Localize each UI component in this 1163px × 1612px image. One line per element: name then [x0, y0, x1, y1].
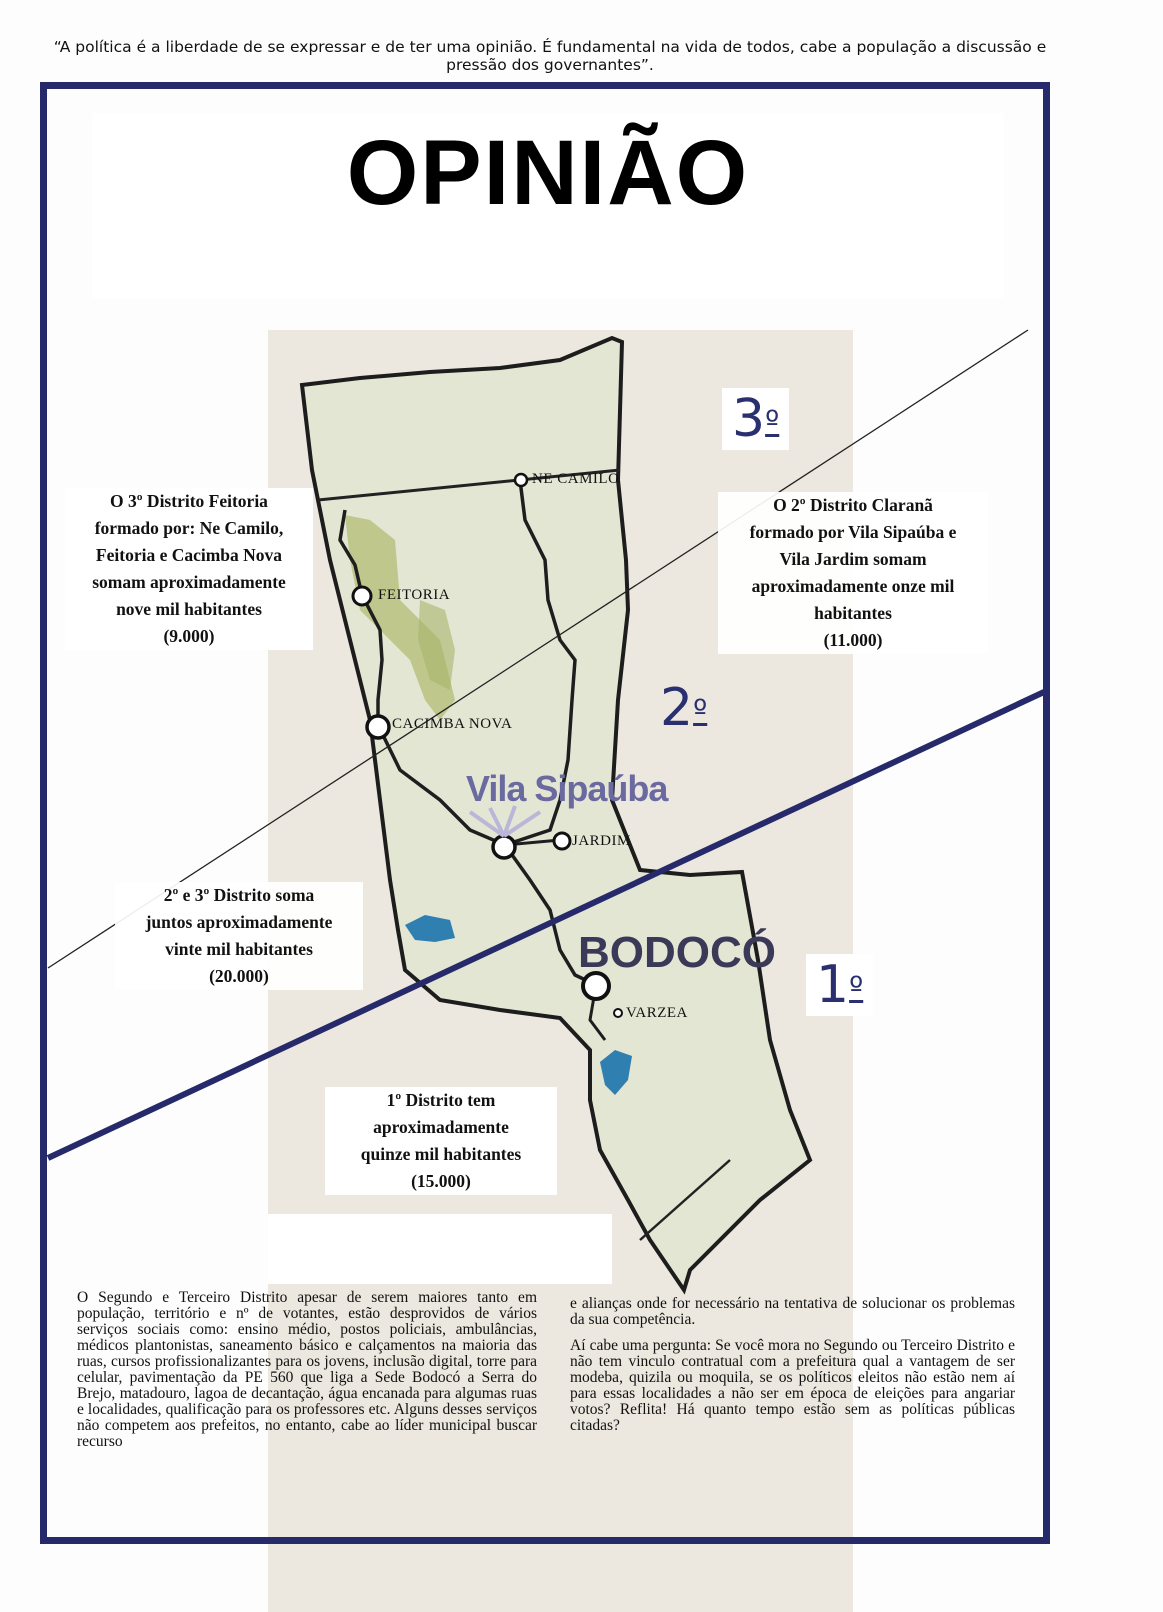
ordinal-second: $2^º$: [660, 678, 708, 738]
label-ne-camilo: NE CAMILO: [532, 471, 620, 487]
district-second-info: O 2º Distrito Claranã formado por Vila Sipaúba e Vila Jardim somam aproximadamente onze mil habitantes (11.000): [718, 492, 988, 654]
body-paragraph: Aí cabe uma pergunta: Se você mora no Segundo ou Terceiro Distrito e não tem vinculo contratual com a prefeitura qual a vantagem de ser modeba, quizila ou moquila, se os políticos eleitos não estão nem aí para essas localidades a não ser em época de eleições para angariar votos? Reflita! Há quanto tempo estão sem as políticas públicas citadas?: [570, 1337, 1015, 1434]
body-text-right: [570, 1296, 1015, 1444]
district-third-info: O 3º Distrito Feitoria formado por: Ne Camilo, Feitoria e Cacimba Nova somam aproximadamente nove mil habitantes (9.000): [65, 488, 313, 650]
ordinal-first: $1^º$: [806, 954, 873, 1016]
label-vila-sipauba: Vila Sipaúba: [466, 768, 668, 809]
blank-patch: [268, 1214, 612, 1284]
header-quote: “A política é a liberdade de se expressar e de ter uma opinião. É fundamental na vida de todos, cabe a população a discussão e pressão dos governantes”.: [53, 38, 1047, 74]
label-feitoria: FEITORIA: [378, 587, 451, 603]
label-cacimba-nova: CACIMBA NOVA: [392, 716, 513, 732]
title-box: [92, 113, 1004, 298]
page-title: OPINIÃO: [346, 122, 750, 224]
body-paragraph: e alianças onde for necessário na tentativa de solucionar os problemas da sua competência.: [570, 1295, 1015, 1328]
label-jardim: JARDIM: [572, 833, 631, 849]
label-bodoco: BODOCÓ: [578, 928, 776, 977]
districts-combined-info: 2º e 3º Distrito soma juntos aproximadamente vinte mil habitantes (20.000): [115, 882, 363, 990]
ordinal-third: $3^º$: [722, 388, 789, 450]
district-first-info: 1º Distrito tem aproximadamente quinze mil habitantes (15.000): [325, 1087, 557, 1195]
body-text-left: O Segundo e Terceiro Distrito apesar de serem maiores tanto em população, território e nº de votantes, estão desprovidos de vários serviços sociais como: ensino médio, postos policiais, ambulâncias, médicos plantonistas, saneamento básico e calçamentos na maioria das ruas, cursos profissionalizantes para os jovens, inclusão digital, torre para celular, pavimentação da PE 560 que liga a Sede Bodocó a Serra do Brejo, matadouro, lagoa de decantação, água encanada para algumas ruas e localidades, qualificação para os professores etc. Alguns desses serviços não competem aos prefeitos, no entanto, cabe ao líder municipal buscar recurso: [77, 1289, 537, 1450]
label-varzea: VARZEA: [626, 1005, 688, 1021]
